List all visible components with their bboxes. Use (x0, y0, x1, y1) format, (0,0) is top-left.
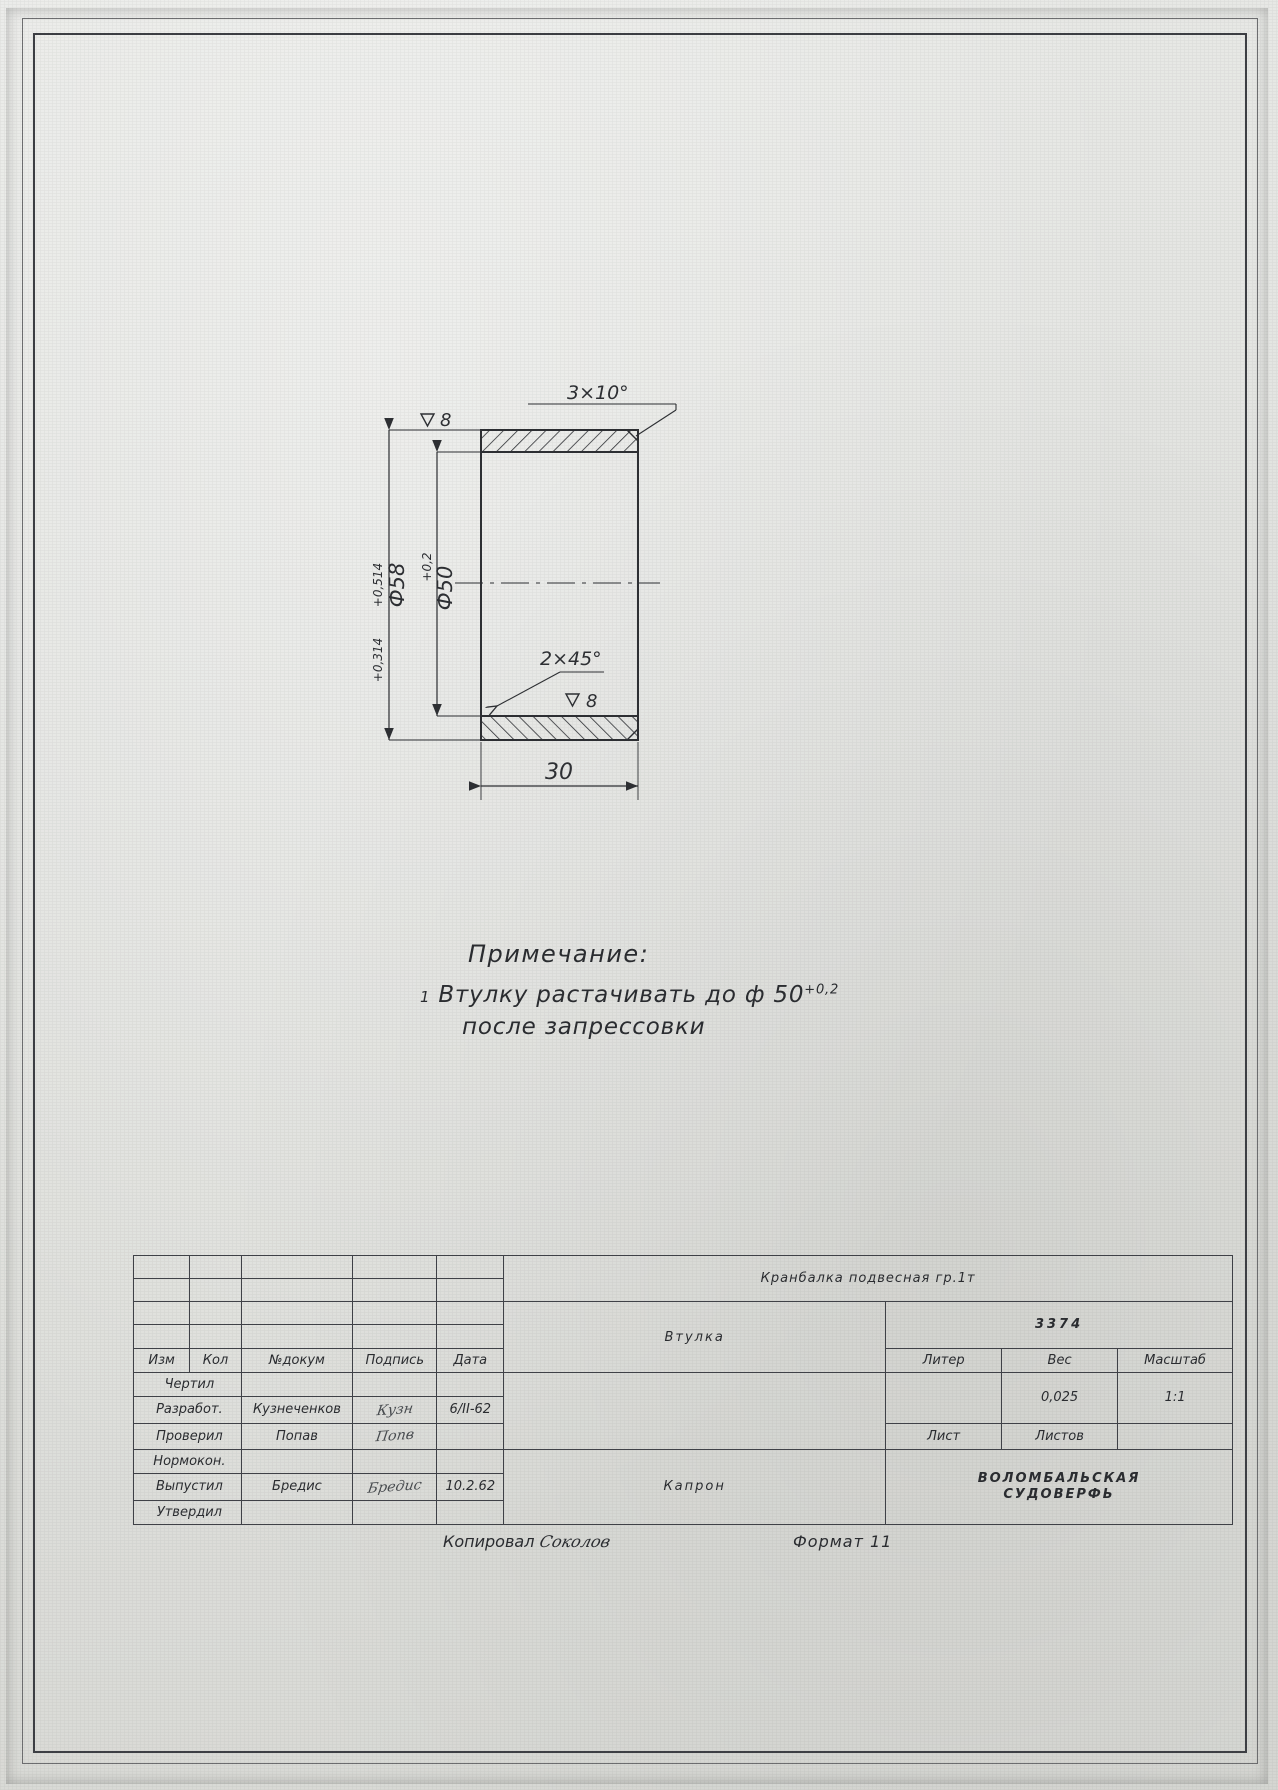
role-name-3 (241, 1449, 352, 1473)
role-signature-0 (353, 1372, 437, 1396)
rev-cell (353, 1279, 437, 1302)
chamfer-top-text: 3×10° (567, 382, 629, 404)
rev-cell (134, 1325, 190, 1348)
rev-cell (353, 1325, 437, 1348)
sheet-spacer (1118, 1423, 1233, 1449)
company-line-1: ВОЛОМБАЛЬСКАЯ (977, 1470, 1141, 1486)
rev-cell (190, 1302, 242, 1325)
company-name (886, 1449, 1233, 1524)
role-signature-1 (353, 1397, 437, 1423)
rev-cell (437, 1279, 504, 1302)
role-name-5 (241, 1500, 352, 1524)
rev-cell (134, 1256, 190, 1279)
header-podpis: Подпись (353, 1348, 437, 1372)
rev-cell (134, 1279, 190, 1302)
signature-mark: Кузн (375, 1400, 415, 1420)
role-label-3: Нормокон. (134, 1449, 242, 1473)
dim-inner-tol-text: +0,2 (420, 552, 434, 582)
copied-by (443, 1532, 613, 1551)
rev-cell (190, 1325, 242, 1348)
sheet-format: Формат 11 (793, 1532, 893, 1551)
material-name: Капрон (504, 1449, 886, 1524)
copied-by-signature: Соколов (537, 1532, 613, 1551)
dim-length-text: 30 (545, 760, 573, 785)
role-date-4: 10.2.62 (437, 1474, 504, 1500)
rev-cell (190, 1279, 242, 1302)
note-item-text: Втулку растачивать до ф 50 (438, 982, 805, 1008)
signature-mark: Попв (374, 1426, 416, 1446)
header-data: Дата (437, 1348, 504, 1372)
note-item-1 (420, 982, 1060, 1008)
role-name-2: Попав (241, 1423, 352, 1449)
role-signature-5 (353, 1500, 437, 1524)
header-kol: Кол (190, 1348, 242, 1372)
note-item-tolerance: +0,2 (804, 982, 840, 998)
table-row (134, 1256, 1233, 1279)
rev-cell (437, 1256, 504, 1279)
rev-cell (241, 1256, 352, 1279)
role-label-0: Чертил (134, 1372, 242, 1396)
role-label-2: Проверил (134, 1423, 242, 1449)
dim-outer-diameter-text: Ф58 (385, 562, 409, 608)
listov-header: Листов (1002, 1423, 1118, 1449)
role-signature-2 (353, 1423, 437, 1449)
title-block (133, 1255, 1233, 1525)
note-block (420, 940, 1060, 1040)
rev-cell (353, 1302, 437, 1325)
header-masshtab: Масштаб (1118, 1348, 1233, 1372)
rev-cell (437, 1325, 504, 1348)
table-row (134, 1302, 1233, 1325)
note-item-1-cont: после запрессовки (462, 1014, 706, 1040)
role-label-1: Разработ. (134, 1397, 242, 1423)
rev-cell (437, 1302, 504, 1325)
role-date-1: 6/II-62 (437, 1397, 504, 1423)
dim-inner-diameter-text: Ф50 (433, 565, 457, 611)
rev-cell (134, 1302, 190, 1325)
note-title: Примечание: (468, 940, 650, 968)
role-name-1: Кузнеченков (241, 1397, 352, 1423)
header-liter: Литер (886, 1348, 1002, 1372)
list-header: Лист (886, 1423, 1002, 1449)
role-date-2 (437, 1423, 504, 1449)
signature-mark: Бредис (366, 1477, 423, 1497)
role-label-5: Утвердил (134, 1500, 242, 1524)
rev-cell (241, 1279, 352, 1302)
role-signature-3 (353, 1449, 437, 1473)
dim-outer-tol-upper-text: +0,514 (371, 562, 385, 608)
role-date-5 (437, 1500, 504, 1524)
rev-cell (353, 1256, 437, 1279)
drawing-number: 3374 (886, 1302, 1233, 1348)
weight-value: 0,025 (1002, 1372, 1118, 1423)
rev-cell (190, 1256, 242, 1279)
table-row (134, 1372, 1233, 1396)
role-date-0 (437, 1372, 504, 1396)
role-date-3 (437, 1449, 504, 1473)
header-ndokum: №докум (241, 1348, 352, 1372)
table-row (134, 1449, 1233, 1473)
part-name-spacer (504, 1372, 886, 1449)
surface-finish-top-text: 8 (440, 410, 452, 431)
header-ves: Вес (1002, 1348, 1118, 1372)
assembly-name: Кранбалка подвесная гр.1т (504, 1256, 1233, 1302)
title-block-table (133, 1255, 1233, 1525)
header-izm: Изм (134, 1348, 190, 1372)
role-name-4: Бредис (241, 1474, 352, 1500)
role-name-0 (241, 1372, 352, 1396)
dim-outer-tol-lower-text: +0,314 (371, 637, 385, 683)
part-name: Втулка (504, 1302, 886, 1373)
role-signature-4 (353, 1474, 437, 1500)
company-line-2: СУДОВЕРФЬ (1003, 1486, 1115, 1502)
liter-value (886, 1372, 1002, 1423)
rev-cell (241, 1325, 352, 1348)
chamfer-bottom-text: 2×45° (540, 648, 602, 670)
role-label-4: Выпустил (134, 1474, 242, 1500)
scale-value: 1:1 (1118, 1372, 1233, 1423)
rev-cell (241, 1302, 352, 1325)
copied-by-label: Копировал (443, 1532, 535, 1551)
note-item-number: 1 (420, 988, 431, 1006)
surface-finish-bottom-text: 8 (586, 691, 598, 712)
